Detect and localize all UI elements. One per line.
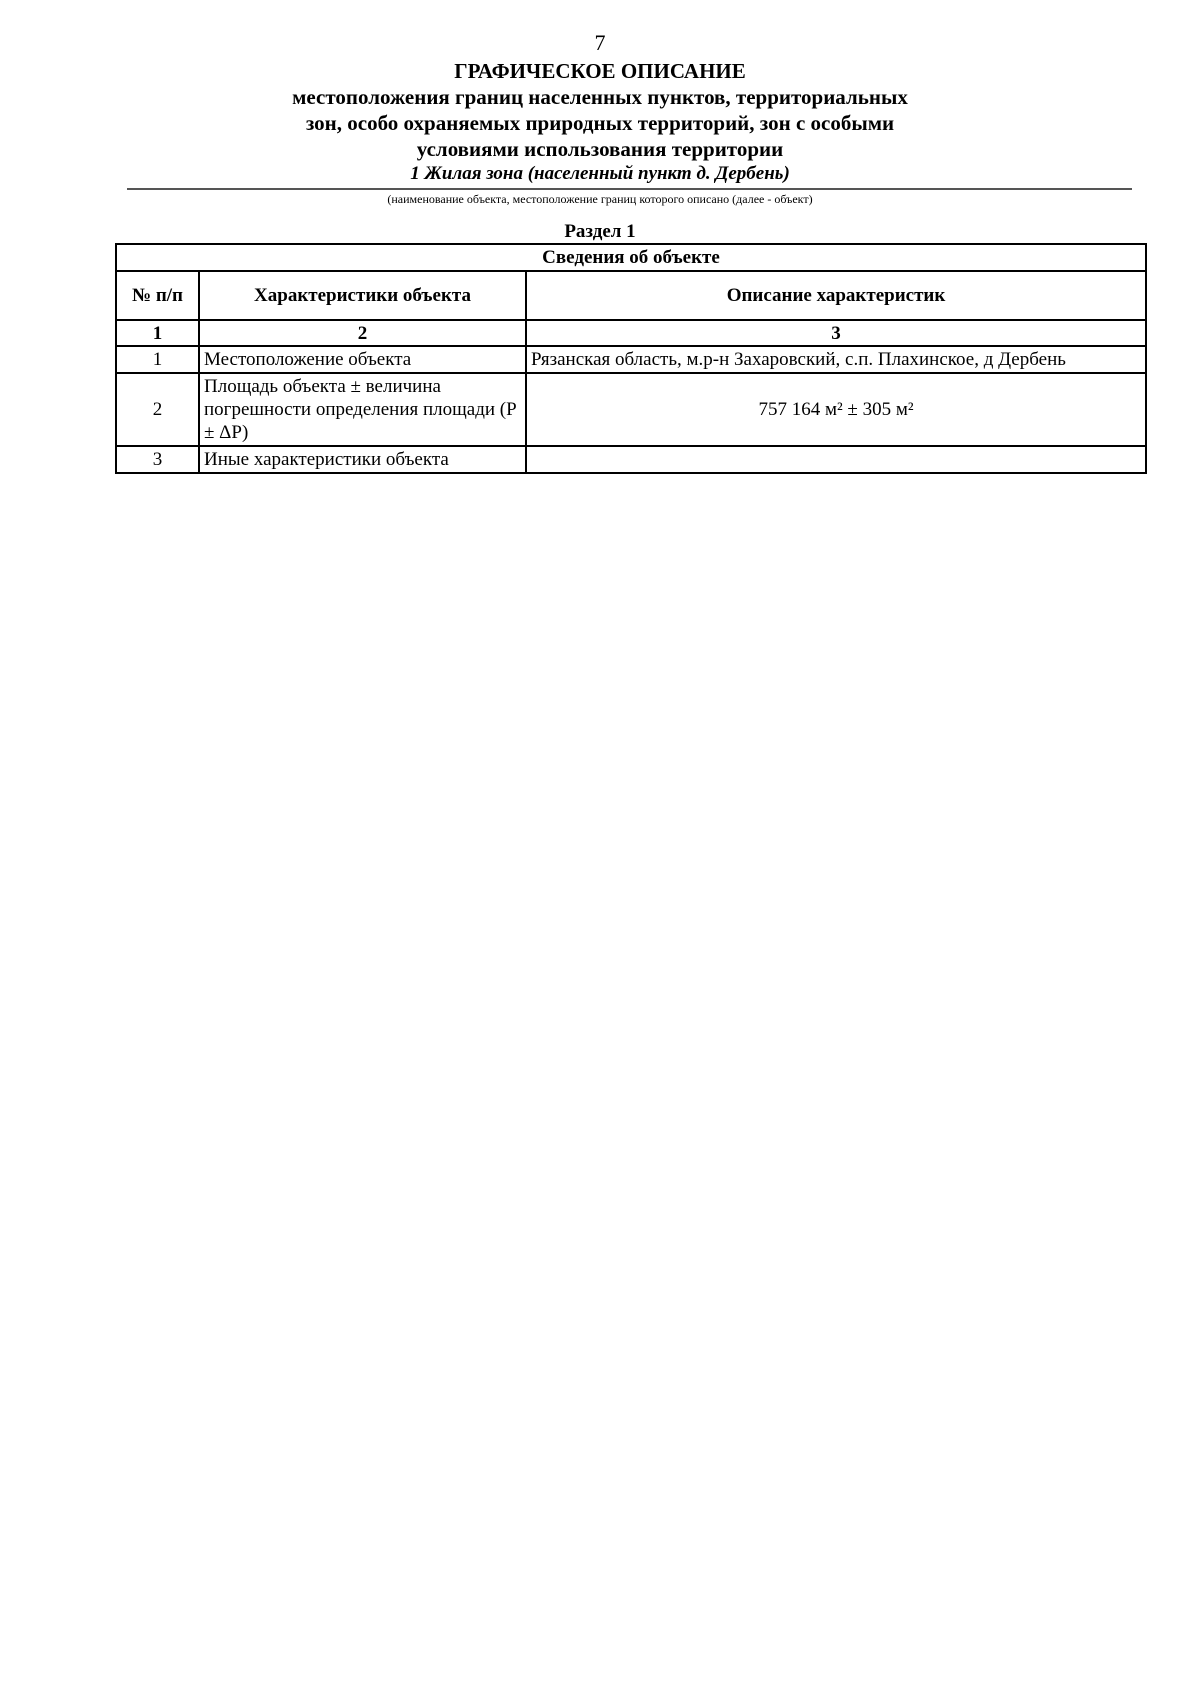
row-number: 3 [116,446,199,473]
row-description [526,446,1146,473]
title-line: ГРАФИЧЕСКОЕ ОПИСАНИЕ [454,59,746,83]
row-number: 1 [116,346,199,373]
row-description: Рязанская область, м.р-н Захаровский, с.п. Плахинское, д Дербень [526,346,1146,373]
row-number: 2 [116,373,199,446]
object-caption: (наименование объекта, местоположение границ которого описано (далее - объект) [387,192,813,206]
header-number: № п/п [116,271,199,320]
column-number: 1 [116,320,199,346]
header-description: Описание характеристик [526,271,1146,320]
page-number: 7 [594,30,606,55]
object-name-underline [127,188,1132,190]
header-characteristic: Характеристики объекта [199,271,526,320]
column-number-row [116,320,1146,346]
title-line: условиями использования территории [416,137,784,161]
row-characteristic: Иные характеристики объекта [199,446,526,473]
row-characteristic: Площадь объекта ± величина погрешности определения площади (P ± ΔP) [199,373,526,446]
document-title [0,58,1200,162]
table-caption: Сведения об объекте [116,244,1146,271]
row-description: 757 164 м² ± 305 м² [526,373,1146,446]
row-characteristic: Местоположение объекта [199,346,526,373]
table-header-row [116,271,1146,320]
table-row [116,373,1146,446]
object-info-table [115,243,1147,474]
table-row [116,446,1146,473]
column-number: 3 [526,320,1146,346]
title-line: зон, особо охраняемых природных территорий, зон с особыми [305,111,895,135]
object-name: 1 Жилая зона (населенный пункт д. Дербень) [410,163,790,184]
section-title: Раздел 1 [564,221,636,242]
title-line: местоположения границ населенных пунктов, территориальных [292,85,908,109]
table-caption-row [116,244,1146,271]
table-row [116,346,1146,373]
column-number: 2 [199,320,526,346]
